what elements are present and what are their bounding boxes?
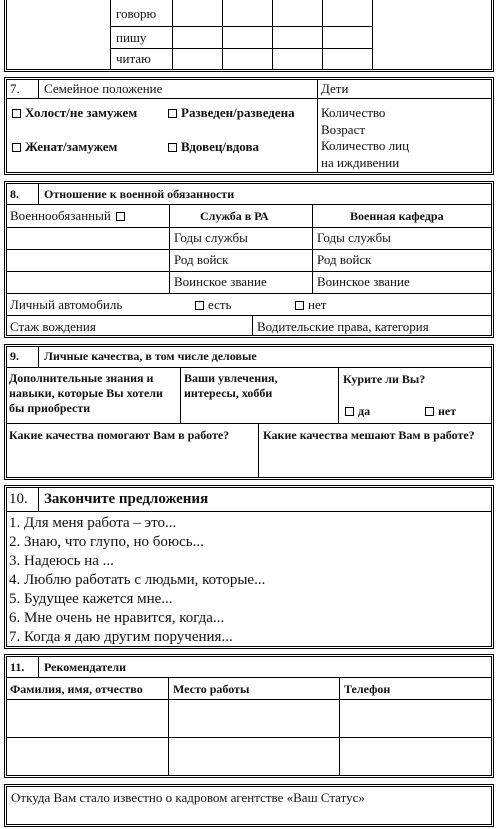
sentences-section-number: 10. (9, 491, 28, 507)
children-title: Дети (321, 81, 349, 96)
military-liable-option[interactable]: Военнообязанный (10, 208, 129, 224)
dependents-label-line1: Количество лиц (321, 138, 410, 153)
car-label: Личный автомобиль (10, 297, 123, 312)
qualities-section-title: Личные качества, в том числе деловые (44, 349, 257, 363)
car-yes-option[interactable]: есть (195, 297, 231, 313)
language-row-write: пишу (116, 30, 147, 45)
checkbox-single[interactable] (12, 109, 21, 118)
column-workplace: Место работы (173, 682, 250, 696)
checkbox-divorced[interactable] (168, 109, 177, 118)
sentence-item-3: 3. Надеюсь на ... (9, 553, 114, 569)
agency-question: Откуда Вам стало известно о кадровом агентстве «Ваш Статус» (11, 790, 365, 805)
service-branch-label: Род войск (174, 252, 229, 267)
service-rank-label: Воинское звание (174, 274, 267, 289)
hobbies-label: Ваши увлечения, интересы, хобби (184, 371, 278, 400)
service-years-label: Годы службы (174, 230, 248, 245)
military-section-number: 8. (10, 187, 19, 201)
dependents-label-line2: на иждивении (321, 155, 400, 170)
children-count-label: Количество (321, 105, 386, 120)
option-divorced[interactable]: Разведен/разведена (168, 105, 295, 121)
military-section-title: Отношение к военной обязанности (44, 187, 235, 201)
checkbox-military-liable[interactable] (116, 212, 125, 221)
sentence-item-6: 6. Мне очень не нравится, когда... (9, 610, 225, 626)
sentences-section-title: Закончите предложения (44, 491, 209, 507)
car-no-option[interactable]: нет (295, 297, 326, 313)
smoking-yes-option[interactable]: да (345, 403, 370, 419)
language-row-speak: говорю (116, 6, 157, 21)
option-single[interactable]: Холост/не замужем (12, 105, 137, 121)
checkbox-car-no[interactable] (295, 301, 304, 310)
checkbox-married[interactable] (12, 143, 21, 152)
checkbox-smoking-yes[interactable] (345, 407, 354, 416)
sentence-item-5: 5. Будущее кажется мне... (9, 591, 173, 607)
hindering-qualities-label: Какие качества мешают Вам в работе? (263, 428, 475, 442)
driving-experience-label: Стаж вождения (10, 319, 96, 334)
checkbox-widowed[interactable] (168, 143, 177, 152)
children-age-label: Возраст (321, 122, 366, 137)
checkbox-car-yes[interactable] (195, 301, 204, 310)
family-section-number: 7. (10, 81, 20, 96)
sentence-item-4: 4. Люблю работать с людьми, которые... (9, 572, 266, 588)
qualities-section-number: 9. (10, 349, 19, 363)
helpful-qualities-label: Какие качества помогают Вам в работе? (9, 428, 230, 442)
column-phone: Телефон (344, 682, 391, 696)
license-category-label: Водительские права, категория (257, 319, 429, 334)
sentence-item-7: 7. Когда я даю другим поручения... (9, 629, 233, 645)
references-section-title: Рекомендатели (44, 660, 127, 674)
checkbox-smoking-no[interactable] (425, 407, 434, 416)
military-dept-header: Военная кафедра (350, 209, 444, 223)
service-header: Служба в РА (200, 209, 269, 223)
dept-rank-label: Воинское звание (317, 274, 410, 289)
dept-branch-label: Род войск (317, 252, 372, 267)
sentence-item-1: 1. Для меня работа – это... (9, 515, 177, 531)
sentence-item-2: 2. Знаю, что глупо, но боюсь... (9, 534, 204, 550)
option-widowed[interactable]: Вдовец/вдова (168, 139, 259, 155)
language-row-read: читаю (116, 51, 151, 66)
extra-knowledge-label: Дополнительные знания и навыки, которые Вы хотели бы приобрести (9, 371, 163, 415)
dept-years-label: Годы службы (317, 230, 391, 245)
smoking-no-option[interactable]: нет (425, 403, 456, 419)
option-married[interactable]: Женат/замужем (12, 139, 117, 155)
family-section-title: Семейное положение (44, 81, 163, 96)
references-section-number: 11. (10, 660, 25, 674)
column-full-name: Фамилия, имя, отчество (10, 682, 143, 696)
smoking-label: Курите ли Вы? (343, 372, 426, 386)
